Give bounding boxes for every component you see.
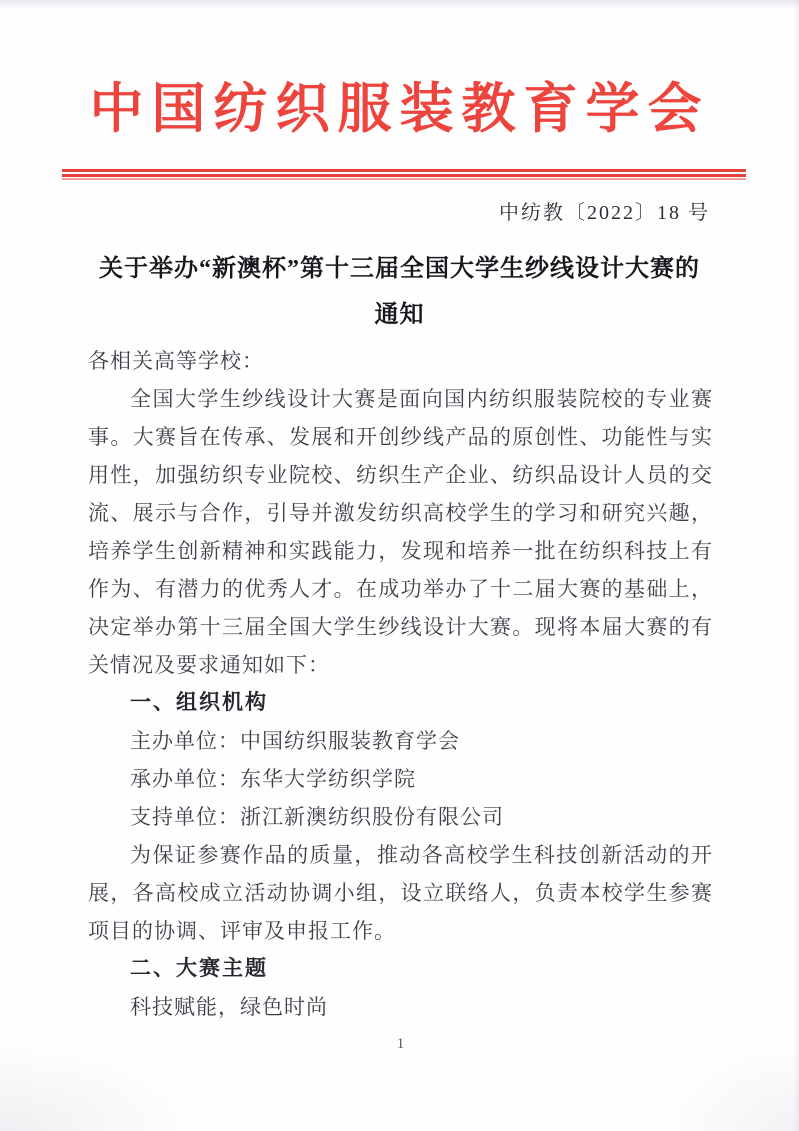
scan-artifact-right [793,0,799,1131]
scan-artifact-bottom-left [0,1041,200,1131]
scan-artifact-top [0,0,799,10]
paragraph: 科技赋能，绿色时尚 [130,995,328,1019]
document-body [88,342,713,1026]
document-number: 中纺教〔2022〕18 号 [499,202,710,224]
letterhead-org-name: 中国纺织服装教育学会 [89,79,710,139]
document-title-line1: 关于举办“新澳杯”第十三届全国大学生纱线设计大赛的 [99,256,700,282]
document-title-line2: 通知 [374,302,425,328]
salutation: 各相关高等学校： [88,349,264,373]
document-title [40,246,759,338]
paragraph: 全国大学生纱线设计大赛是面向国内纺织服装院校的专业赛事。大赛旨在传承、发展和开创纱线产品的原创性、功能性与实用性，加强纺织专业院校、纺织生产企业、纺织品设计人员的交流、展示与合作，引导并激发纺织高校学生的学习和研究兴趣，培养学生创新精神和实践能力，发现和培养一批在纺织科技上有作为、有潜力的优秀人才。在成功举办了十二届大赛的基础上，决定举办第十三届全国大学生纱线设计大赛。现将本届大赛的有关情况及要求通知如下： [88,387,713,677]
section-heading: 二、大赛主题 [130,957,268,980]
scan-artifact-bottom-right [659,1041,799,1131]
rule-line-3 [62,178,746,180]
letterhead-divider-rule [62,169,746,181]
paragraph: 为保证参赛作品的质量，推动各高校学生科技创新活动的开展，各高校成立活动协调小组，设立联络人，负责本校学生参赛项目的协调、评审及申报工作。 [88,843,713,943]
paragraph: 主办单位：中国纺织服装教育学会 [130,729,460,753]
document-paragraphs [88,380,713,1026]
paragraph: 承办单位：东华大学纺织学院 [130,767,416,791]
page-number: 1 [396,1036,405,1052]
section-heading: 一、组织机构 [130,691,268,714]
paragraph: 支持单位：浙江新澳纺织股份有限公司 [130,805,504,829]
